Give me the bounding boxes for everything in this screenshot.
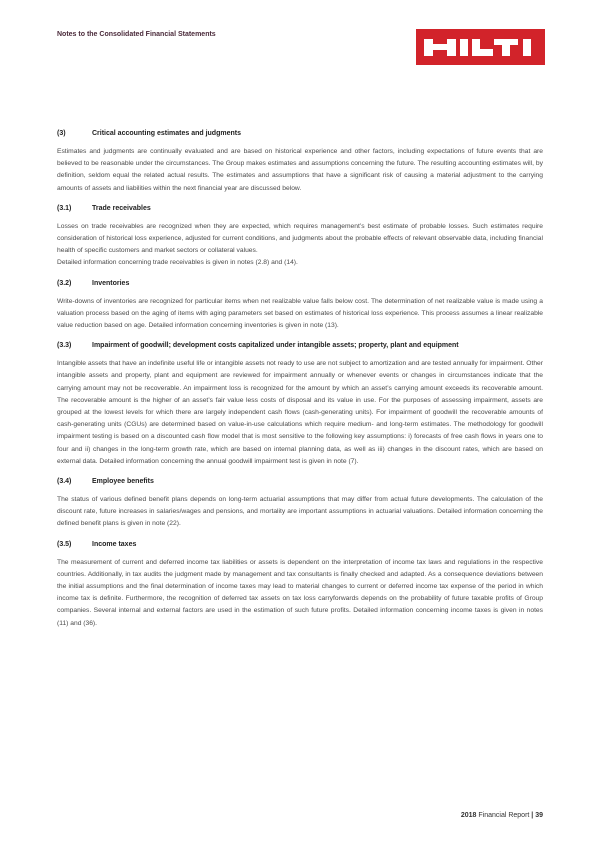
section-number: (3) <box>57 130 66 137</box>
section-heading <box>57 129 543 139</box>
footer-year: 2018 <box>460 812 477 819</box>
footer-report-label: Financial Report <box>476 812 532 819</box>
hilti-logo <box>416 29 545 65</box>
paragraph: Intangible assets that have an indefinite useful life or intangible assets not ready to use are not subject to amortization and are tested annually for impairment. Other intangible assets and property, plant and equipment are reviewed for impairment annually or whenever events or changes in circumstances indicate that the carrying amount may not be recoverable. An impairment loss is recognized for the amount by which an asset’s carrying amount exceeds its recoverable amount. The recoverable amount is the higher of an asset’s fair value less costs of disposal and its value in use. For the purposes of assessing impairment, assets are grouped at the lowest levels for which there are largely independent cash flows (cash-generating units). For impairment of goodwill the recoverable amounts of cash-generating units (CGUs) are determined based on value-in-use calculations which require medium- and long-term estimates. The methodology for goodwill impairment testing is based on a discounted cash flow model that is most sensitive to the following key assumptions: i) forecasts of free cash flows in years one to four and ii) changes in the long-term growth rate, which are based on internal planning data, as well as iii) changes in the discount rates, which are based on external data. Detailed information concerning the annual goodwill impairment test is given in note (7). <box>57 360 543 465</box>
section-title: Income taxes <box>92 540 137 548</box>
section-heading <box>57 477 543 487</box>
paragraph: Estimates and judgments are continually evaluated and are based on historical experience and other factors, including expectations of future events that are believed to be reasonable under the circumstances. The Group makes estimates and assumptions concerning the future. The resulting accounting estimates will, by definition, seldom equal the related actual results. The estimates and assumptions that have a significant risk of causing a material adjustment to the carrying amounts of assets and liabilities within the next financial year are discussed below. <box>57 148 543 192</box>
section-title: Trade receivables <box>92 204 151 212</box>
section-impairment <box>57 341 543 468</box>
section-employee-benefits <box>57 477 543 531</box>
running-header-title: Notes to the Consolidated Financial Statements <box>57 31 216 38</box>
page-number: 39 <box>533 812 543 819</box>
paragraph: Write-downs of inventories are recognized for particular items when net realizable value falls below cost. The determination of net realizable value is made using a valuation process based on the aging of items with aging parameters set based on estimates of historical loss experience. This process assumes a linear realizable value reduction based on age. Detailed information concerning inventories is given in note (13). <box>57 297 543 330</box>
paragraph: The status of various defined benefit plans depends on long-term actuarial assumptions that may differ from actual future developments. The calculation of the discount rate, future increases in salaries/wages and pensions, and mortality are important assumptions in actuarial valuations. Detailed information concerning the defined benefit plans is given in note (22). <box>57 496 543 528</box>
section-title: Inventories <box>92 279 130 287</box>
section-number: (3.4) <box>57 478 72 486</box>
section-critical-estimates <box>57 129 543 195</box>
section-heading <box>57 279 543 289</box>
paragraph: Losses on trade receivables are recognized when they are expected, which requires management’s best estimate of probable losses. Such estimates require consideration of historical loss experience, adjusted for current conditions, and judgments about the probable effects of relevant observable data, including financial health of specific customers and market sectors or collateral values. <box>57 222 543 255</box>
section-income-taxes <box>57 540 543 630</box>
section-number: (3.3) <box>57 342 72 350</box>
section-title: Employee benefits <box>92 478 154 486</box>
notes-content <box>57 129 543 639</box>
footer-separator: | <box>531 812 534 819</box>
section-inventories <box>57 279 543 333</box>
hilti-logo-icon <box>416 29 545 65</box>
page-footer <box>461 812 543 819</box>
section-number: (3.1) <box>57 204 72 212</box>
section-number: (3.2) <box>57 279 72 287</box>
section-heading <box>57 204 543 214</box>
section-number: (3.5) <box>57 540 72 548</box>
paragraph: Detailed information concerning trade receivables is given in notes (2.8) and (14). <box>57 259 298 267</box>
paragraph: The measurement of current and deferred income tax liabilities or assets is dependent on the interpretation of income tax laws and regulations in the respective countries. Additionally, in tax audits the judgment made by management and tax consultants is finally checked and adapted. As a consequence deviations between the initial assumptions and the final determination of income taxes may lead to material changes to current or deferred income tax expense of the period in which income tax is definite. Furthermore, the recognition of deferred tax assets on tax loss carryforwards depends on the probability of future taxable profits of Group companies. Several internal and external factors are used in the estimation of such future profits. Detailed information concerning income taxes is given in notes (11) and (36). <box>57 558 543 627</box>
section-heading <box>57 341 543 351</box>
section-title: Impairment of goodwill; development costs capitalized under intangible assets; property, plant and equipment <box>92 342 459 350</box>
section-title: Critical accounting estimates and judgments <box>92 130 241 137</box>
section-trade-receivables <box>57 204 543 270</box>
section-heading <box>57 540 543 550</box>
